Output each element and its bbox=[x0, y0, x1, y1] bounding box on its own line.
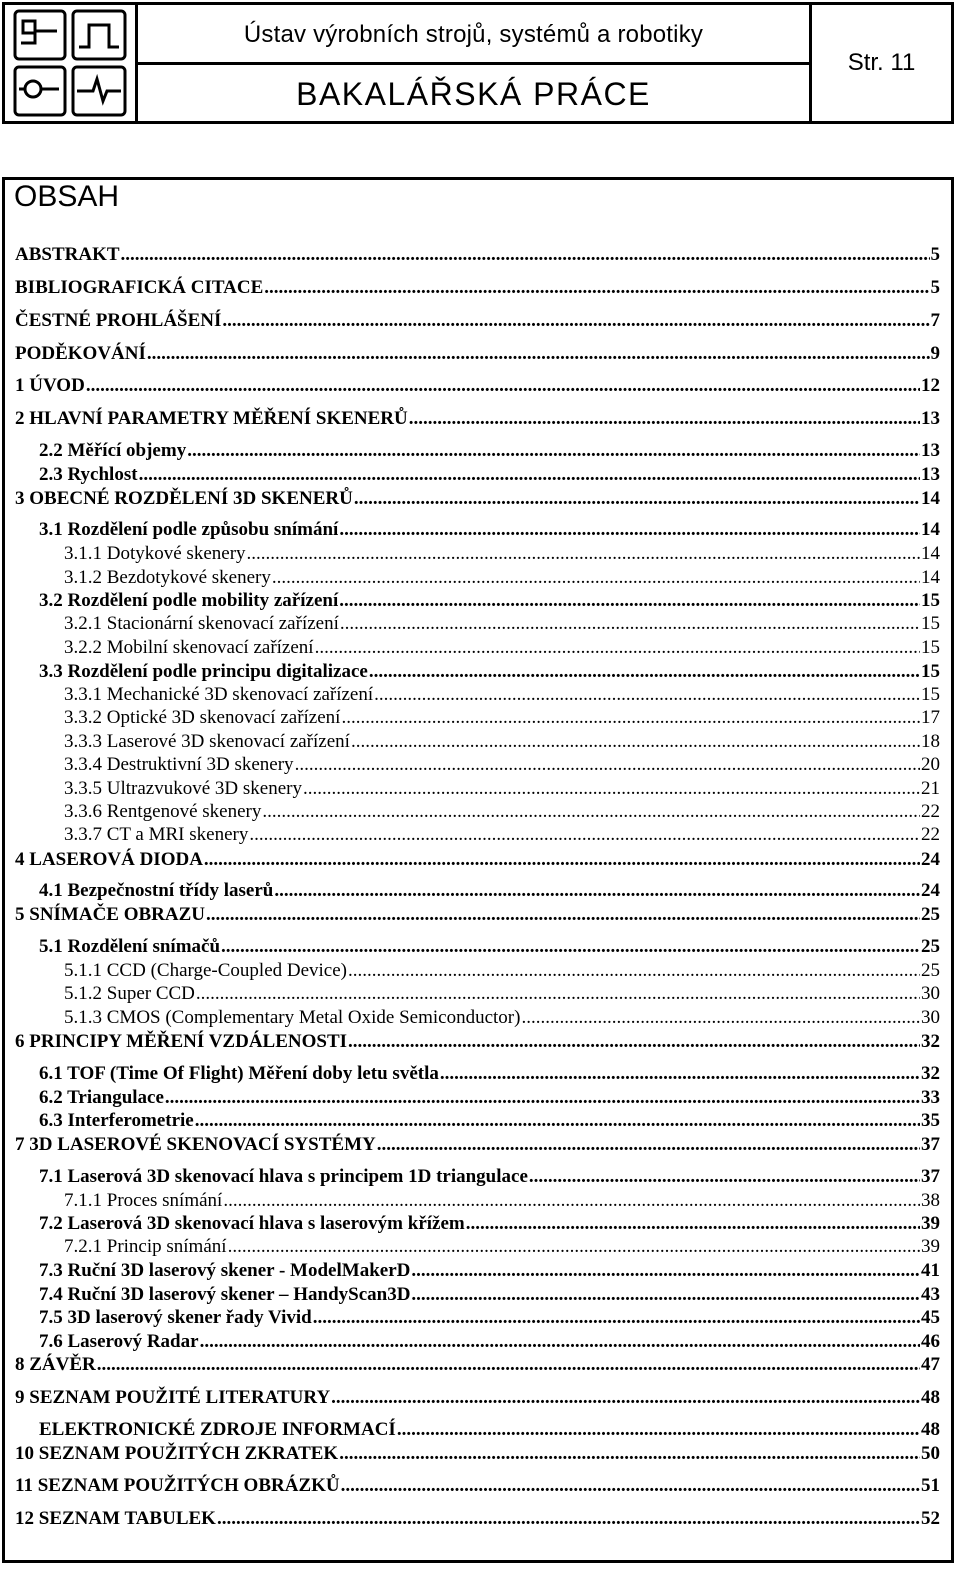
toc-entry-label: 7.2 Laserová 3D skenovací hlava s laserovým křížem bbox=[39, 1213, 465, 1234]
toc-entry[interactable] bbox=[0, 636, 960, 660]
toc-dot-leader bbox=[223, 1189, 920, 1213]
toc-dot-leader bbox=[440, 1062, 920, 1086]
toc-dot-leader bbox=[466, 1212, 920, 1236]
toc-entry-text bbox=[39, 518, 940, 542]
toc-entry-text bbox=[39, 1283, 940, 1307]
toc-entry-label: 7.3 Ruční 3D laserový skener - ModelMakerD bbox=[39, 1260, 411, 1281]
toc-entry-text bbox=[15, 487, 940, 511]
toc-dot-leader bbox=[196, 982, 920, 1006]
toc-entry-page: 30 bbox=[921, 983, 940, 1004]
toc-entry-text bbox=[15, 374, 940, 398]
toc-entry-label: 2.3 Rychlost bbox=[39, 464, 138, 485]
toc-entry-label: 3.2.1 Stacionární skenovací zařízení bbox=[64, 613, 339, 634]
toc-entry-label: 7.1.1 Proces snímání bbox=[64, 1190, 223, 1211]
toc-entry[interactable] bbox=[0, 1062, 960, 1086]
toc-entry-page: 20 bbox=[921, 754, 940, 775]
toc-entry-text bbox=[64, 982, 940, 1006]
toc-entry[interactable] bbox=[0, 1330, 960, 1354]
toc-dot-leader bbox=[521, 1006, 920, 1030]
toc-entry-text bbox=[15, 1030, 940, 1054]
toc-entry-label: ČESTNÉ PROHLÁŠENÍ bbox=[15, 310, 222, 331]
toc-entry[interactable] bbox=[0, 374, 960, 398]
toc-dot-leader bbox=[351, 730, 920, 754]
toc-entry-label: 12 SEZNAM TABULEK bbox=[15, 1508, 216, 1529]
institute-logo bbox=[5, 5, 138, 121]
toc-entry[interactable] bbox=[0, 706, 960, 730]
toc-entry-label: 7.6 Laserový Radar bbox=[39, 1331, 199, 1352]
toc-entry-label: 3.3.7 CT a MRI skenery bbox=[64, 824, 249, 845]
toc-entry-label: 3.1.2 Bezdotykové skenery bbox=[64, 567, 271, 588]
toc-entry-text bbox=[64, 542, 940, 566]
toc-entry[interactable] bbox=[0, 342, 960, 366]
toc-entry[interactable] bbox=[0, 276, 960, 300]
toc-entry-text bbox=[64, 730, 940, 754]
toc-entry[interactable] bbox=[0, 243, 960, 267]
toc-entry-page: 18 bbox=[921, 731, 940, 752]
toc-entry-page: 22 bbox=[921, 801, 940, 822]
toc-entry-text bbox=[15, 407, 940, 431]
toc-entry[interactable] bbox=[0, 848, 960, 872]
toc-entry[interactable] bbox=[0, 1442, 960, 1466]
toc-entry-label: 3.3.2 Optické 3D skenovací zařízení bbox=[64, 707, 341, 728]
toc-entry[interactable] bbox=[0, 487, 960, 511]
toc-entry-label: 2.2 Měřící objemy bbox=[39, 440, 187, 461]
toc-entry-label: 6.2 Triangulace bbox=[39, 1087, 164, 1108]
toc-dot-leader bbox=[147, 342, 930, 366]
toc-entry[interactable] bbox=[0, 982, 960, 1006]
logo-icon bbox=[13, 9, 131, 119]
toc-heading: OBSAH bbox=[14, 180, 120, 213]
toc-entry-page: 24 bbox=[921, 849, 940, 870]
toc-entry[interactable] bbox=[0, 518, 960, 542]
toc-entry-label: 6.3 Interferometrie bbox=[39, 1110, 194, 1131]
toc-entry[interactable] bbox=[0, 753, 960, 777]
toc-entry[interactable] bbox=[0, 903, 960, 927]
toc-entry-label: 10 SEZNAM POUŽITÝCH ZKRATEK bbox=[15, 1443, 339, 1464]
toc-dot-leader bbox=[411, 1259, 920, 1283]
toc-dot-leader bbox=[228, 1235, 920, 1259]
toc-entry[interactable] bbox=[0, 1283, 960, 1307]
toc-entry[interactable] bbox=[0, 1133, 960, 1157]
toc-entry-page: 25 bbox=[921, 936, 940, 957]
toc-dot-leader bbox=[341, 1474, 920, 1498]
toc-entry-page: 37 bbox=[921, 1166, 940, 1187]
toc-entry-text bbox=[15, 1474, 940, 1498]
toc-dot-leader bbox=[354, 487, 920, 511]
toc-dot-leader bbox=[187, 439, 920, 463]
toc-entry-page: 52 bbox=[921, 1508, 940, 1529]
toc-entry-text bbox=[39, 1062, 940, 1086]
toc-entry[interactable] bbox=[0, 1474, 960, 1498]
toc-dot-leader bbox=[341, 706, 920, 730]
toc-entry-label: 9 SEZNAM POUŽITÉ LITERATURY bbox=[15, 1387, 331, 1408]
toc-entry-text bbox=[64, 1006, 940, 1030]
toc-entry-label: 3.3.6 Rentgenové skenery bbox=[64, 801, 262, 822]
toc-entry[interactable] bbox=[0, 1189, 960, 1213]
toc-entry-label: 7 3D LASEROVÉ SKENOVACÍ SYSTÉMY bbox=[15, 1134, 376, 1155]
toc-entry-page: 15 bbox=[921, 613, 940, 634]
toc-entry-text bbox=[39, 1306, 940, 1330]
toc-dot-leader bbox=[217, 1507, 920, 1531]
toc-entry-page: 15 bbox=[921, 590, 940, 611]
toc-entry-label: 3.3.1 Mechanické 3D skenovací zařízení bbox=[64, 684, 374, 705]
toc-dot-leader bbox=[97, 1353, 920, 1377]
toc-entry-page: 51 bbox=[921, 1475, 940, 1496]
page-header bbox=[2, 2, 954, 124]
toc-dot-leader bbox=[339, 589, 920, 613]
toc-dot-leader bbox=[303, 777, 920, 801]
toc-entry[interactable] bbox=[0, 1006, 960, 1030]
toc-entry-page: 13 bbox=[921, 464, 940, 485]
toc-dot-leader bbox=[313, 1306, 920, 1330]
toc-entry[interactable] bbox=[0, 1306, 960, 1330]
toc-entry-text bbox=[15, 309, 940, 333]
toc-entry-page: 38 bbox=[921, 1190, 940, 1211]
toc-entry-text bbox=[39, 1212, 940, 1236]
toc-dot-leader bbox=[249, 823, 920, 847]
institute-name: Ústav výrobních strojů, systémů a robotiky bbox=[138, 5, 809, 65]
toc-entry[interactable] bbox=[0, 823, 960, 847]
toc-entry-label: 7.4 Ruční 3D laserový skener – HandyScan3D bbox=[39, 1284, 411, 1305]
toc-entry-label: 3.1 Rozdělení podle způsobu snímání bbox=[39, 519, 339, 540]
toc-entry-page: 48 bbox=[921, 1419, 940, 1440]
toc-entry[interactable] bbox=[0, 879, 960, 903]
toc-dot-leader bbox=[340, 612, 920, 636]
toc-entry-page: 41 bbox=[921, 1260, 940, 1281]
toc-entry-text bbox=[39, 1165, 940, 1189]
toc-entry-text bbox=[15, 848, 940, 872]
toc-entry-label: 7.5 3D laserový skener řady Vivid bbox=[39, 1307, 312, 1328]
toc-entry-text bbox=[64, 706, 940, 730]
toc-entry-label: ELEKTRONICKÉ ZDROJE INFORMACÍ bbox=[39, 1419, 396, 1440]
toc-entry-label: BIBLIOGRAFICKÁ CITACE bbox=[15, 277, 264, 298]
toc-entry-text bbox=[64, 1235, 940, 1259]
toc-entry[interactable] bbox=[0, 1259, 960, 1283]
toc-entry[interactable] bbox=[0, 660, 960, 684]
toc-entry-page: 32 bbox=[921, 1031, 940, 1052]
toc-entry-page: 30 bbox=[921, 1007, 940, 1028]
toc-dot-leader bbox=[274, 879, 920, 903]
toc-entry-page: 25 bbox=[921, 904, 940, 925]
toc-entry-page: 15 bbox=[921, 637, 940, 658]
toc-dot-leader bbox=[222, 309, 929, 333]
toc-entry-page: 45 bbox=[921, 1307, 940, 1328]
toc-entry-page: 5 bbox=[930, 244, 940, 265]
toc-entry-page: 33 bbox=[921, 1087, 940, 1108]
toc-dot-leader bbox=[206, 903, 920, 927]
toc-entry-text bbox=[39, 879, 940, 903]
toc-entry-label: 2 HLAVNÍ PARAMETRY MĚŘENÍ SKENERŮ bbox=[15, 408, 408, 429]
toc-entry-page: 24 bbox=[921, 880, 940, 901]
toc-entry[interactable] bbox=[0, 566, 960, 590]
toc-entry-page: 14 bbox=[921, 543, 940, 564]
toc-entry[interactable] bbox=[0, 959, 960, 983]
toc-entry[interactable] bbox=[0, 612, 960, 636]
toc-dot-leader bbox=[200, 1330, 920, 1354]
toc-entry-label: 5.1.3 CMOS (Complementary Metal Oxide Semiconductor) bbox=[64, 1007, 521, 1028]
toc-entry[interactable] bbox=[0, 1030, 960, 1054]
toc-entry-text bbox=[39, 1109, 940, 1133]
toc-entry-page: 32 bbox=[921, 1063, 940, 1084]
thesis-type: BAKALÁŘSKÁ PRÁCE bbox=[296, 76, 651, 112]
toc-entry-label: 5.1.2 Super CCD bbox=[64, 983, 195, 1004]
toc-entry-page: 5 bbox=[930, 277, 940, 298]
toc-entry[interactable] bbox=[0, 1109, 960, 1133]
toc-dot-leader bbox=[369, 660, 920, 684]
toc-entry[interactable] bbox=[0, 1165, 960, 1189]
toc-entry-page: 13 bbox=[921, 440, 940, 461]
toc-entry-text bbox=[15, 1386, 940, 1410]
toc-dot-leader bbox=[315, 636, 920, 660]
toc-entry-label: 5 SNÍMAČE OBRAZU bbox=[15, 904, 206, 925]
toc-entry[interactable] bbox=[0, 542, 960, 566]
toc-entry-page: 43 bbox=[921, 1284, 940, 1305]
toc-entry-text bbox=[64, 753, 940, 777]
toc-entry-label: 3.3.5 Ultrazvukové 3D skenery bbox=[64, 778, 302, 799]
toc-entry-label: 7.1 Laserová 3D skenovací hlava s principem 1D triangulace bbox=[39, 1166, 528, 1187]
toc-dot-leader bbox=[262, 800, 920, 824]
toc-entry-text bbox=[39, 1418, 940, 1442]
toc-entry[interactable] bbox=[0, 777, 960, 801]
toc-dot-leader bbox=[397, 1418, 920, 1442]
toc-entry-text bbox=[39, 660, 940, 684]
toc-entry-page: 21 bbox=[921, 778, 940, 799]
toc-dot-leader bbox=[204, 848, 920, 872]
toc-entry-page: 35 bbox=[921, 1110, 940, 1131]
toc-dot-leader bbox=[247, 542, 920, 566]
toc-entry[interactable] bbox=[0, 935, 960, 959]
toc-dot-leader bbox=[331, 1386, 920, 1410]
toc-entry-text bbox=[15, 1442, 940, 1466]
toc-dot-leader bbox=[272, 566, 920, 590]
toc-dot-leader bbox=[411, 1283, 920, 1307]
toc-entry-text bbox=[39, 439, 940, 463]
toc-entry-label: PODĚKOVÁNÍ bbox=[15, 343, 146, 364]
toc-entry-label: 11 SEZNAM POUŽITÝCH OBRÁZKŮ bbox=[15, 1475, 340, 1496]
toc-entry-label: 6 PRINCIPY MĚŘENÍ VZDÁLENOSTI bbox=[15, 1031, 348, 1052]
toc-entry-page: 39 bbox=[921, 1213, 940, 1234]
toc-dot-leader bbox=[377, 1133, 920, 1157]
toc-entry-text bbox=[64, 800, 940, 824]
toc-dot-leader bbox=[339, 518, 920, 542]
toc-dot-leader bbox=[86, 374, 920, 398]
toc-entry-label: 3.2.2 Mobilní skenovací zařízení bbox=[64, 637, 314, 658]
header-title-cell bbox=[138, 5, 812, 121]
toc-entry-label: 3.2 Rozdělení podle mobility zařízení bbox=[39, 590, 339, 611]
toc-entry-text bbox=[39, 935, 940, 959]
toc-entry-text bbox=[15, 342, 940, 366]
toc-entry-text bbox=[64, 636, 940, 660]
toc-entry-label: ABSTRAKT bbox=[15, 244, 120, 265]
toc-entry-label: 4.1 Bezpečnostní třídy laserů bbox=[39, 880, 274, 901]
toc-entry-text bbox=[64, 777, 940, 801]
toc-entry-page: 47 bbox=[921, 1354, 940, 1375]
toc-entry-label: 6.1 TOF (Time Of Flight) Měření doby letu světla bbox=[39, 1063, 439, 1084]
toc-entry[interactable] bbox=[0, 800, 960, 824]
toc-entry-text bbox=[64, 1189, 940, 1213]
toc-entry-label: 8 ZÁVĚR bbox=[15, 1354, 96, 1375]
toc-dot-leader bbox=[348, 959, 920, 983]
toc-entry-page: 15 bbox=[921, 684, 940, 705]
toc-dot-leader bbox=[348, 1030, 920, 1054]
toc-entry[interactable] bbox=[0, 683, 960, 707]
toc-dot-leader bbox=[295, 753, 920, 777]
toc-dot-leader bbox=[529, 1165, 920, 1189]
toc-entry[interactable] bbox=[0, 730, 960, 754]
toc-entry-page: 15 bbox=[921, 661, 940, 682]
toc-entry-text bbox=[64, 959, 940, 983]
toc-dot-leader bbox=[409, 407, 920, 431]
toc-dot-leader bbox=[195, 1109, 920, 1133]
page-number: Str. 11 bbox=[847, 49, 916, 76]
toc-entry-text bbox=[15, 903, 940, 927]
toc-entry-page: 50 bbox=[921, 1443, 940, 1464]
toc-entry-page: 17 bbox=[921, 707, 940, 728]
toc-dot-leader bbox=[339, 1442, 920, 1466]
toc-dot-leader bbox=[264, 276, 929, 300]
toc-entry-page: 37 bbox=[921, 1134, 940, 1155]
toc-entry-text bbox=[39, 589, 940, 613]
toc-entry-text bbox=[64, 823, 940, 847]
toc-dot-leader bbox=[121, 243, 930, 267]
toc-entry-label: 5.1.1 CCD (Charge-Coupled Device) bbox=[64, 960, 348, 981]
toc-entry-label: 3.3 Rozdělení podle principu digitalizace bbox=[39, 661, 368, 682]
toc-entry-page: 25 bbox=[921, 960, 940, 981]
toc-entry-page: 13 bbox=[921, 408, 940, 429]
toc-entry[interactable] bbox=[0, 1418, 960, 1442]
toc-dot-leader bbox=[221, 935, 920, 959]
toc-entry[interactable] bbox=[0, 1507, 960, 1531]
toc-entry-label: 3.1.1 Dotykové skenery bbox=[64, 543, 246, 564]
toc-entry-page: 14 bbox=[921, 567, 940, 588]
toc-entry-page: 14 bbox=[921, 488, 940, 509]
toc-entry-page: 12 bbox=[921, 375, 940, 396]
toc-dot-leader bbox=[139, 463, 920, 487]
toc-entry[interactable] bbox=[0, 309, 960, 333]
toc-dot-leader bbox=[374, 683, 920, 707]
toc-entry-label: 3 OBECNÉ ROZDĚLENÍ 3D SKENERŮ bbox=[15, 488, 353, 509]
toc-dot-leader bbox=[165, 1086, 920, 1110]
toc-entry-label: 4 LASEROVÁ DIODA bbox=[15, 849, 203, 870]
toc-entry-page: 48 bbox=[921, 1387, 940, 1408]
toc-entry-text bbox=[15, 243, 940, 267]
toc-entry-text bbox=[39, 1086, 940, 1110]
toc-entry[interactable] bbox=[0, 1212, 960, 1236]
toc-entry-page: 9 bbox=[930, 343, 940, 364]
toc-entry-page: 39 bbox=[921, 1236, 940, 1257]
toc-entry[interactable] bbox=[0, 1386, 960, 1410]
toc-entry-page: 14 bbox=[921, 519, 940, 540]
toc-entry-label: 7.2.1 Princip snímání bbox=[64, 1236, 227, 1257]
toc-entry-text bbox=[15, 1133, 940, 1157]
toc-entry[interactable] bbox=[0, 1086, 960, 1110]
toc-entry-text bbox=[64, 566, 940, 590]
toc-entry[interactable] bbox=[0, 589, 960, 613]
toc-entry[interactable] bbox=[0, 439, 960, 463]
toc-entry-page: 46 bbox=[921, 1331, 940, 1352]
toc-entry-text bbox=[64, 683, 940, 707]
toc-entry-label: 1 ÚVOD bbox=[15, 375, 85, 396]
toc-entry-page: 7 bbox=[930, 310, 940, 331]
toc-entry-text bbox=[39, 1330, 940, 1354]
toc-entry-label: 3.3.3 Laserové 3D skenovací zařízení bbox=[64, 731, 350, 752]
toc-entry-page: 22 bbox=[921, 824, 940, 845]
toc-entry-text bbox=[39, 463, 940, 487]
toc-entry[interactable] bbox=[0, 407, 960, 431]
toc-entry-text bbox=[39, 1259, 940, 1283]
toc-entry[interactable] bbox=[0, 1235, 960, 1259]
toc-entry-label: 3.3.4 Destruktivní 3D skenery bbox=[64, 754, 294, 775]
toc-entry-text bbox=[15, 1353, 940, 1377]
toc-entry-text bbox=[15, 276, 940, 300]
toc-entry-text bbox=[15, 1507, 940, 1531]
toc-entry[interactable] bbox=[0, 1353, 960, 1377]
toc-entry[interactable] bbox=[0, 463, 960, 487]
toc-entry-text bbox=[64, 612, 940, 636]
toc-entry-label: 5.1 Rozdělení snímačů bbox=[39, 936, 221, 957]
